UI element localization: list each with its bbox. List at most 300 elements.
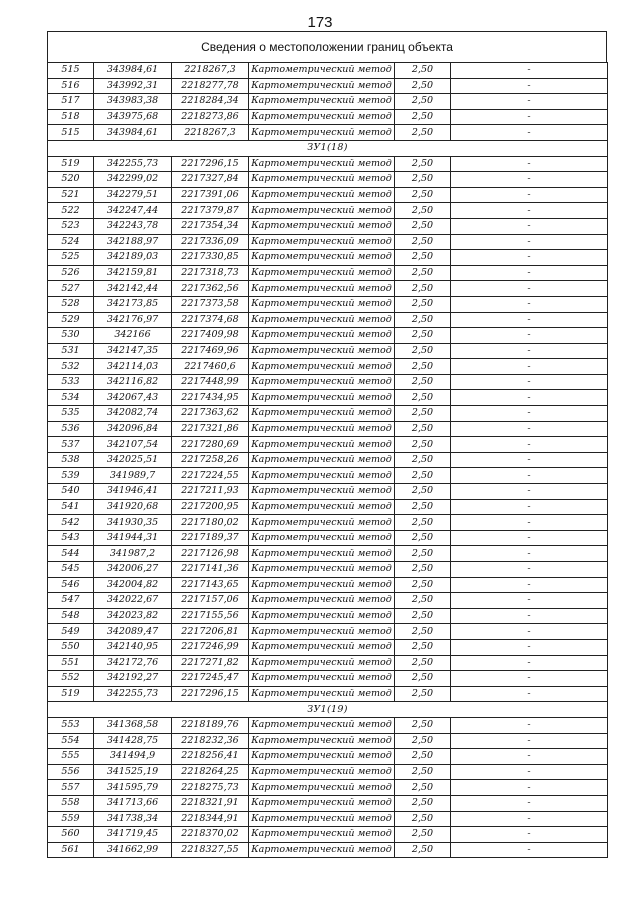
- x-coordinate-cell: 341662,99: [94, 842, 172, 858]
- method-cell: Картометрический метод: [249, 250, 395, 266]
- accuracy-cell: 2,50: [395, 203, 451, 219]
- table-row: [48, 343, 608, 359]
- method-cell: Картометрический метод: [249, 296, 395, 312]
- y-coordinate-cell: 2218264,25: [172, 764, 249, 780]
- accuracy-cell: 2,50: [395, 842, 451, 858]
- point-number-cell: 553: [48, 717, 94, 733]
- y-coordinate-cell: 2217143,65: [172, 577, 249, 593]
- point-number-cell: 548: [48, 608, 94, 624]
- y-coordinate-cell: 2218370,02: [172, 827, 249, 843]
- y-coordinate-cell: 2217245,47: [172, 671, 249, 687]
- description-cell: -: [451, 546, 608, 562]
- description-cell: -: [451, 593, 608, 609]
- method-cell: Картометрический метод: [249, 468, 395, 484]
- point-number-cell: 541: [48, 499, 94, 515]
- method-cell: Картометрический метод: [249, 593, 395, 609]
- description-cell: -: [451, 250, 608, 266]
- description-cell: -: [451, 281, 608, 297]
- y-coordinate-cell: 2218189,76: [172, 717, 249, 733]
- point-number-cell: 532: [48, 359, 94, 375]
- description-cell: -: [451, 125, 608, 141]
- accuracy-cell: 2,50: [395, 281, 451, 297]
- y-coordinate-cell: 2217211,93: [172, 484, 249, 500]
- method-cell: Картометрический метод: [249, 156, 395, 172]
- point-number-cell: 545: [48, 562, 94, 578]
- table-row: [48, 187, 608, 203]
- description-cell: -: [451, 109, 608, 125]
- x-coordinate-cell: 342004,82: [94, 577, 172, 593]
- accuracy-cell: 2,50: [395, 250, 451, 266]
- point-number-cell: 534: [48, 390, 94, 406]
- point-number-cell: 526: [48, 265, 94, 281]
- y-coordinate-cell: 2218327,55: [172, 842, 249, 858]
- description-cell: -: [451, 390, 608, 406]
- table-row: [48, 515, 608, 531]
- table-row: [48, 172, 608, 188]
- y-coordinate-cell: 2218275,73: [172, 780, 249, 796]
- y-coordinate-cell: 2217296,15: [172, 686, 249, 702]
- y-coordinate-cell: 2217354,34: [172, 218, 249, 234]
- y-coordinate-cell: 2218267,3: [172, 63, 249, 79]
- description-cell: -: [451, 452, 608, 468]
- method-cell: Картометрический метод: [249, 125, 395, 141]
- point-number-cell: 521: [48, 187, 94, 203]
- page-number: [0, 14, 640, 31]
- description-cell: -: [451, 94, 608, 110]
- description-cell: -: [451, 468, 608, 484]
- accuracy-cell: 2,50: [395, 374, 451, 390]
- point-number-cell: 523: [48, 218, 94, 234]
- description-cell: -: [451, 608, 608, 624]
- table-row: [48, 234, 608, 250]
- accuracy-cell: 2,50: [395, 811, 451, 827]
- accuracy-cell: 2,50: [395, 296, 451, 312]
- table-row: [48, 265, 608, 281]
- accuracy-cell: 2,50: [395, 515, 451, 531]
- accuracy-cell: 2,50: [395, 156, 451, 172]
- y-coordinate-cell: 2217200,95: [172, 499, 249, 515]
- table-row: [48, 63, 608, 79]
- section-label: ЗУ1(19): [48, 702, 608, 718]
- description-cell: -: [451, 811, 608, 827]
- table-row: [48, 655, 608, 671]
- accuracy-cell: 2,50: [395, 390, 451, 406]
- description-cell: -: [451, 187, 608, 203]
- y-coordinate-cell: 2217189,37: [172, 530, 249, 546]
- point-number-cell: 533: [48, 374, 94, 390]
- accuracy-cell: 2,50: [395, 421, 451, 437]
- y-coordinate-cell: 2217434,95: [172, 390, 249, 406]
- accuracy-cell: 2,50: [395, 733, 451, 749]
- accuracy-cell: 2,50: [395, 577, 451, 593]
- accuracy-cell: 2,50: [395, 749, 451, 765]
- accuracy-cell: 2,50: [395, 234, 451, 250]
- method-cell: Картометрический метод: [249, 452, 395, 468]
- y-coordinate-cell: 2217379,87: [172, 203, 249, 219]
- method-cell: Картометрический метод: [249, 63, 395, 79]
- description-cell: -: [451, 218, 608, 234]
- x-coordinate-cell: 342025,51: [94, 452, 172, 468]
- x-coordinate-cell: 341494,9: [94, 749, 172, 765]
- y-coordinate-cell: 2217258,26: [172, 452, 249, 468]
- y-coordinate-cell: 2218273,86: [172, 109, 249, 125]
- x-coordinate-cell: 342299,02: [94, 172, 172, 188]
- point-number-cell: 530: [48, 328, 94, 344]
- section-header-row: [48, 140, 608, 156]
- point-number-cell: 555: [48, 749, 94, 765]
- table-row: [48, 109, 608, 125]
- y-coordinate-cell: 2217460,6: [172, 359, 249, 375]
- description-cell: -: [451, 359, 608, 375]
- point-number-cell: 556: [48, 764, 94, 780]
- method-cell: Картометрический метод: [249, 390, 395, 406]
- accuracy-cell: 2,50: [395, 406, 451, 422]
- y-coordinate-cell: 2217469,96: [172, 343, 249, 359]
- accuracy-cell: 2,50: [395, 530, 451, 546]
- description-cell: -: [451, 530, 608, 546]
- method-cell: Картометрический метод: [249, 795, 395, 811]
- table-row: [48, 390, 608, 406]
- description-cell: -: [451, 343, 608, 359]
- method-cell: Картометрический метод: [249, 827, 395, 843]
- description-cell: -: [451, 484, 608, 500]
- y-coordinate-cell: 2217157,06: [172, 593, 249, 609]
- y-coordinate-cell: 2217336,09: [172, 234, 249, 250]
- accuracy-cell: 2,50: [395, 795, 451, 811]
- method-cell: Картометрический метод: [249, 437, 395, 453]
- description-cell: -: [451, 312, 608, 328]
- x-coordinate-cell: 342173,85: [94, 296, 172, 312]
- point-number-cell: 559: [48, 811, 94, 827]
- y-coordinate-cell: 2217271,82: [172, 655, 249, 671]
- point-number-cell: 522: [48, 203, 94, 219]
- x-coordinate-cell: 341713,66: [94, 795, 172, 811]
- table-row: [48, 484, 608, 500]
- table-row: [48, 312, 608, 328]
- table-row: [48, 156, 608, 172]
- point-number-cell: 561: [48, 842, 94, 858]
- accuracy-cell: 2,50: [395, 359, 451, 375]
- y-coordinate-cell: 2217362,56: [172, 281, 249, 297]
- method-cell: Картометрический метод: [249, 546, 395, 562]
- point-number-cell: 538: [48, 452, 94, 468]
- method-cell: Картометрический метод: [249, 421, 395, 437]
- point-number-cell: 528: [48, 296, 94, 312]
- x-coordinate-cell: 341428,75: [94, 733, 172, 749]
- method-cell: Картометрический метод: [249, 671, 395, 687]
- method-cell: Картометрический метод: [249, 343, 395, 359]
- method-cell: Картометрический метод: [249, 764, 395, 780]
- description-cell: -: [451, 234, 608, 250]
- point-number-cell: 552: [48, 671, 94, 687]
- description-cell: -: [451, 374, 608, 390]
- accuracy-cell: 2,50: [395, 218, 451, 234]
- description-cell: -: [451, 515, 608, 531]
- method-cell: Картометрический метод: [249, 811, 395, 827]
- y-coordinate-cell: 2217327,84: [172, 172, 249, 188]
- x-coordinate-cell: 342172,76: [94, 655, 172, 671]
- table-row: [48, 795, 608, 811]
- description-cell: -: [451, 562, 608, 578]
- point-number-cell: 531: [48, 343, 94, 359]
- x-coordinate-cell: 342140,95: [94, 639, 172, 655]
- accuracy-cell: 2,50: [395, 484, 451, 500]
- table-row: [48, 359, 608, 375]
- point-number-cell: 543: [48, 530, 94, 546]
- accuracy-cell: 2,50: [395, 499, 451, 515]
- y-coordinate-cell: 2218277,78: [172, 78, 249, 94]
- method-cell: Картометрический метод: [249, 733, 395, 749]
- description-cell: -: [451, 749, 608, 765]
- x-coordinate-cell: 343983,38: [94, 94, 172, 110]
- description-cell: -: [451, 686, 608, 702]
- y-coordinate-cell: 2217391,06: [172, 187, 249, 203]
- accuracy-cell: 2,50: [395, 780, 451, 796]
- x-coordinate-cell: 342107,54: [94, 437, 172, 453]
- description-cell: -: [451, 172, 608, 188]
- point-number-cell: 515: [48, 125, 94, 141]
- point-number-cell: 537: [48, 437, 94, 453]
- y-coordinate-cell: 2217224,55: [172, 468, 249, 484]
- accuracy-cell: 2,50: [395, 468, 451, 484]
- table-row: [48, 593, 608, 609]
- point-number-cell: 550: [48, 639, 94, 655]
- y-coordinate-cell: 2217321,86: [172, 421, 249, 437]
- coordinates-table-body: [48, 63, 608, 858]
- point-number-cell: 551: [48, 655, 94, 671]
- x-coordinate-cell: 342089,47: [94, 624, 172, 640]
- method-cell: Картометрический метод: [249, 359, 395, 375]
- table-row: [48, 562, 608, 578]
- x-coordinate-cell: 341987,2: [94, 546, 172, 562]
- accuracy-cell: 2,50: [395, 655, 451, 671]
- method-cell: Картометрический метод: [249, 655, 395, 671]
- x-coordinate-cell: 342096,84: [94, 421, 172, 437]
- method-cell: Картометрический метод: [249, 499, 395, 515]
- table-row: [48, 577, 608, 593]
- accuracy-cell: 2,50: [395, 546, 451, 562]
- x-coordinate-cell: 341930,35: [94, 515, 172, 531]
- method-cell: Картометрический метод: [249, 577, 395, 593]
- table-title: Сведения о местоположении границ объекта: [47, 31, 607, 62]
- method-cell: Картометрический метод: [249, 530, 395, 546]
- table-row: [48, 530, 608, 546]
- x-coordinate-cell: 343984,61: [94, 63, 172, 79]
- description-cell: -: [451, 437, 608, 453]
- table-row: [48, 203, 608, 219]
- y-coordinate-cell: 2217409,98: [172, 328, 249, 344]
- x-coordinate-cell: 342192,27: [94, 671, 172, 687]
- y-coordinate-cell: 2218267,3: [172, 125, 249, 141]
- y-coordinate-cell: 2218344,91: [172, 811, 249, 827]
- accuracy-cell: 2,50: [395, 63, 451, 79]
- point-number-cell: 540: [48, 484, 94, 500]
- x-coordinate-cell: 342082,74: [94, 406, 172, 422]
- accuracy-cell: 2,50: [395, 187, 451, 203]
- y-coordinate-cell: 2217296,15: [172, 156, 249, 172]
- table-row: [48, 733, 608, 749]
- point-number-cell: 524: [48, 234, 94, 250]
- method-cell: Картометрический метод: [249, 639, 395, 655]
- method-cell: Картометрический метод: [249, 374, 395, 390]
- method-cell: Картометрический метод: [249, 218, 395, 234]
- table-row: [48, 780, 608, 796]
- method-cell: Картометрический метод: [249, 515, 395, 531]
- x-coordinate-cell: 341368,58: [94, 717, 172, 733]
- accuracy-cell: 2,50: [395, 94, 451, 110]
- table-row: [48, 499, 608, 515]
- method-cell: Картометрический метод: [249, 842, 395, 858]
- point-number-cell: 535: [48, 406, 94, 422]
- y-coordinate-cell: 2217330,85: [172, 250, 249, 266]
- accuracy-cell: 2,50: [395, 764, 451, 780]
- accuracy-cell: 2,50: [395, 827, 451, 843]
- description-cell: -: [451, 296, 608, 312]
- description-cell: -: [451, 671, 608, 687]
- table-row: [48, 437, 608, 453]
- y-coordinate-cell: 2218284,34: [172, 94, 249, 110]
- accuracy-cell: 2,50: [395, 78, 451, 94]
- method-cell: Картометрический метод: [249, 717, 395, 733]
- point-number-cell: 557: [48, 780, 94, 796]
- x-coordinate-cell: 342023,82: [94, 608, 172, 624]
- x-coordinate-cell: 342243,78: [94, 218, 172, 234]
- x-coordinate-cell: 342255,73: [94, 156, 172, 172]
- accuracy-cell: 2,50: [395, 343, 451, 359]
- point-number-cell: 539: [48, 468, 94, 484]
- x-coordinate-cell: 341946,41: [94, 484, 172, 500]
- accuracy-cell: 2,50: [395, 717, 451, 733]
- description-cell: -: [451, 780, 608, 796]
- x-coordinate-cell: 341719,45: [94, 827, 172, 843]
- page-number-text: 173: [307, 14, 333, 31]
- x-coordinate-cell: 341989,7: [94, 468, 172, 484]
- method-cell: Картометрический метод: [249, 780, 395, 796]
- accuracy-cell: 2,50: [395, 639, 451, 655]
- description-cell: -: [451, 499, 608, 515]
- table-row: [48, 374, 608, 390]
- point-number-cell: 520: [48, 172, 94, 188]
- accuracy-cell: 2,50: [395, 608, 451, 624]
- table-row: [48, 281, 608, 297]
- method-cell: Картометрический метод: [249, 78, 395, 94]
- method-cell: Картометрический метод: [249, 234, 395, 250]
- accuracy-cell: 2,50: [395, 437, 451, 453]
- y-coordinate-cell: 2217374,68: [172, 312, 249, 328]
- description-cell: -: [451, 842, 608, 858]
- point-number-cell: 519: [48, 156, 94, 172]
- accuracy-cell: 2,50: [395, 312, 451, 328]
- table-row: [48, 328, 608, 344]
- y-coordinate-cell: 2217363,62: [172, 406, 249, 422]
- table-row: [48, 125, 608, 141]
- y-coordinate-cell: 2217126,98: [172, 546, 249, 562]
- accuracy-cell: 2,50: [395, 686, 451, 702]
- method-cell: Картометрический метод: [249, 328, 395, 344]
- table-row: [48, 624, 608, 640]
- table-row: [48, 717, 608, 733]
- table-row: [48, 842, 608, 858]
- y-coordinate-cell: 2217180,02: [172, 515, 249, 531]
- accuracy-cell: 2,50: [395, 671, 451, 687]
- accuracy-cell: 2,50: [395, 265, 451, 281]
- description-cell: -: [451, 265, 608, 281]
- y-coordinate-cell: 2218256,41: [172, 749, 249, 765]
- description-cell: -: [451, 795, 608, 811]
- x-coordinate-cell: 342116,82: [94, 374, 172, 390]
- y-coordinate-cell: 2217318,73: [172, 265, 249, 281]
- description-cell: -: [451, 421, 608, 437]
- method-cell: Картометрический метод: [249, 94, 395, 110]
- description-cell: -: [451, 203, 608, 219]
- description-cell: -: [451, 827, 608, 843]
- table-row: [48, 608, 608, 624]
- y-coordinate-cell: 2218321,91: [172, 795, 249, 811]
- point-number-cell: 547: [48, 593, 94, 609]
- description-cell: -: [451, 406, 608, 422]
- y-coordinate-cell: 2217246,99: [172, 639, 249, 655]
- table-row: [48, 421, 608, 437]
- method-cell: Картометрический метод: [249, 562, 395, 578]
- description-cell: -: [451, 655, 608, 671]
- table-row: [48, 296, 608, 312]
- method-cell: Картометрический метод: [249, 749, 395, 765]
- x-coordinate-cell: 342147,35: [94, 343, 172, 359]
- method-cell: Картометрический метод: [249, 265, 395, 281]
- x-coordinate-cell: 343984,61: [94, 125, 172, 141]
- table-row: [48, 452, 608, 468]
- x-coordinate-cell: 342022,67: [94, 593, 172, 609]
- x-coordinate-cell: 342176,97: [94, 312, 172, 328]
- table-row: [48, 250, 608, 266]
- point-number-cell: 516: [48, 78, 94, 94]
- point-number-cell: 515: [48, 63, 94, 79]
- description-cell: -: [451, 733, 608, 749]
- point-number-cell: 536: [48, 421, 94, 437]
- method-cell: Картометрический метод: [249, 406, 395, 422]
- x-coordinate-cell: 341920,68: [94, 499, 172, 515]
- table-row: [48, 94, 608, 110]
- point-number-cell: 525: [48, 250, 94, 266]
- table-row: [48, 639, 608, 655]
- table-row: [48, 468, 608, 484]
- point-number-cell: 544: [48, 546, 94, 562]
- accuracy-cell: 2,50: [395, 172, 451, 188]
- description-cell: -: [451, 156, 608, 172]
- section-label: ЗУ1(18): [48, 140, 608, 156]
- point-number-cell: 554: [48, 733, 94, 749]
- accuracy-cell: 2,50: [395, 624, 451, 640]
- x-coordinate-cell: 341525,19: [94, 764, 172, 780]
- x-coordinate-cell: 343992,31: [94, 78, 172, 94]
- x-coordinate-cell: 342247,44: [94, 203, 172, 219]
- table-row: [48, 749, 608, 765]
- x-coordinate-cell: 342114,03: [94, 359, 172, 375]
- point-number-cell: 529: [48, 312, 94, 328]
- accuracy-cell: 2,50: [395, 562, 451, 578]
- method-cell: Картометрический метод: [249, 281, 395, 297]
- method-cell: Картометрический метод: [249, 608, 395, 624]
- description-cell: -: [451, 328, 608, 344]
- x-coordinate-cell: 342067,43: [94, 390, 172, 406]
- y-coordinate-cell: 2217141,36: [172, 562, 249, 578]
- method-cell: Картометрический метод: [249, 187, 395, 203]
- description-cell: -: [451, 624, 608, 640]
- table-row: [48, 406, 608, 422]
- table-row: [48, 686, 608, 702]
- description-cell: -: [451, 78, 608, 94]
- description-cell: -: [451, 577, 608, 593]
